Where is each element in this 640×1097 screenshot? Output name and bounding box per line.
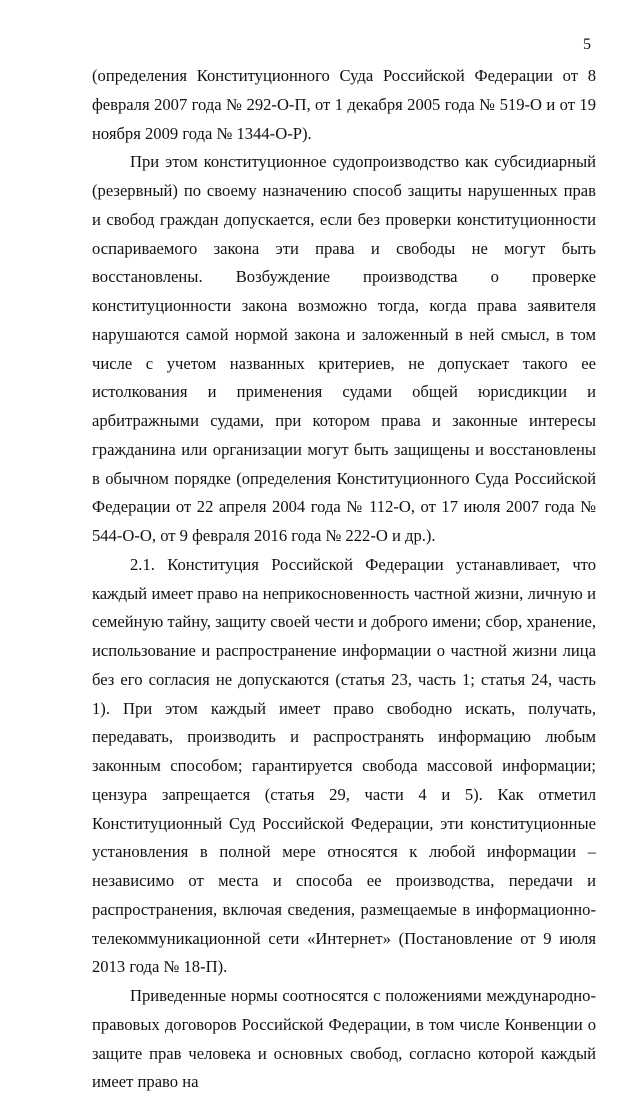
paragraph-international-treaties: Приведенные нормы соотносятся с положениями международно-правовых договоров Российской Федерации, в том числе Конвенции о защите прав человека и основных свобод, согласно которой каждый имеет право на: [92, 986, 596, 1092]
paragraph-section-2-1: 2.1. Конституция Российской Федерации устанавливает, что каждый имеет право на неприкосновенность частной жизни, личную и семейную тайну, защиту своей чести и доброго имени; сбор, хранение, использование и распространение информации о частной жизни лица без его согласия не допускаются (статья 23, часть 1; статья 24, часть 1). При этом каждый имеет право свободно искать, получать, передавать, производить и распространять информацию любым законным способом; гарантируется свобода массовой информации; цензура запрещается (статья 29, части 4 и 5). Как отметил Конституционный Суд Российской Федерации, эти конституционные установления в полной мере относятся к любой информации – независимо от места и способа ее производства, передачи и распространения, включая сведения, размещаемые в информационно-телекоммуникационной сети «Интернет» (Постановление от 9 июля 2013 года № 18-П).: [92, 554, 596, 977]
paragraph-citation-continuation: (определения Конституционного Суда Российской Федерации от 8 февраля 2007 года № 292-О-П, от 1 декабря 2005 года № 519-О и от 19 ноября 2009 года № 1344-О-Р).: [92, 66, 596, 143]
document-body: [92, 62, 596, 1097]
page-number: 5: [583, 36, 591, 53]
paragraph-subsidiary-procedure: При этом конституционное судопроизводство как субсидиарный (резервный) по своему назначению способ защиты нарушенных прав и свобод граждан допускается, если без проверки конституционности оспариваемого закона эти права и свободы не могут быть восстановлены. Возбуждение производства о проверке конституционности закона возможно тогда, когда права заявителя нарушаются самой нормой закона и заложенный в ней смысл, в том числе с учетом названных критериев, не допускает такого ее истолкования и применения судами общей юрисдикции и арбитражными судами, при котором права и законные интересы гражданина или организации могут быть защищены и восстановлены в обычном порядке (определения Конституционного Суда Российской Федерации от 22 апреля 2004 года № 112-О, от 17 июля 2007 года № 544-О-О, от 9 февраля 2016 года № 222-О и др.).: [92, 152, 596, 545]
